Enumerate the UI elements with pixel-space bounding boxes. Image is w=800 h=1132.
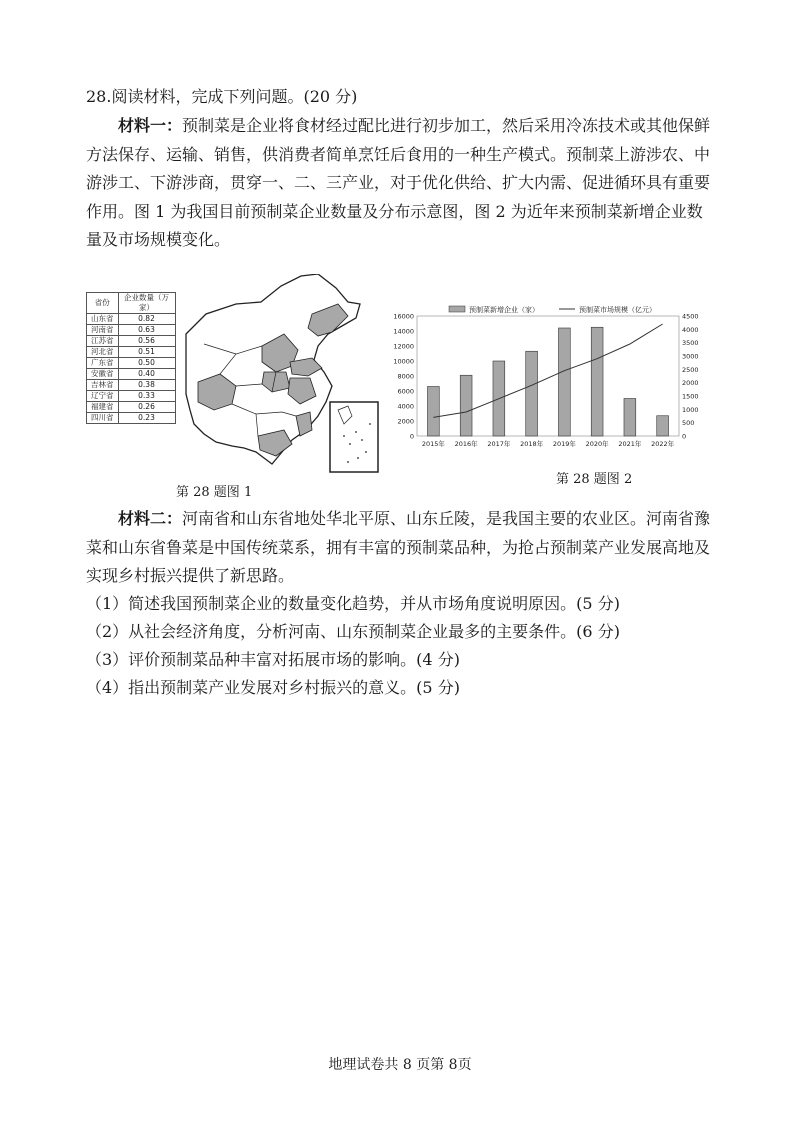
y-right-tick-label: 0 [682,432,687,441]
x-tick-label: 2021年 [618,440,642,448]
y-left-tick-label: 16000 [393,312,414,321]
table-row [87,314,176,325]
material-one-label: 材料一： [118,116,183,135]
bar [526,351,538,436]
page-footer: 地理试卷共 8 页第 8页 [328,1057,472,1073]
y-right-tick-label: 3000 [682,352,699,361]
y-right-tick-label: 2500 [682,365,699,374]
legend-bar-swatch [449,306,465,312]
y-right-tick-label: 1500 [682,392,699,401]
y-right-tick-label: 500 [682,419,695,428]
sub-question-3: （3）评价预制菜品种丰富对拓展市场的影响。(4 分) [86,650,460,669]
bar [558,328,570,436]
province-table [86,292,176,424]
sub-question-2: （2）从社会经济角度，分析河南、山东预制菜企业最多的主要条件。(6 分) [86,622,620,641]
table-row [87,358,176,369]
y-left-tick-label: 14000 [393,327,414,336]
legend-line-label: 预制菜市场规模（亿元） [579,306,656,314]
y-left-tick-label: 10000 [393,357,414,366]
south-china-sea-inset [330,402,378,472]
table-row [87,336,176,347]
plot-area [417,316,679,436]
province-name: 河北省 [87,347,119,358]
table-row [87,391,176,402]
x-tick-label: 2015年 [421,440,445,448]
figure-2-chart [383,298,713,463]
table-row [87,380,176,391]
enterprise-count: 0.51 [118,347,175,358]
sub-question-1: （1）简述我国预制菜企业的数量变化趋势，并从市场角度说明原因。(5 分) [86,594,620,613]
x-tick-label: 2016年 [454,440,478,448]
y-right-tick-label: 4000 [682,325,699,334]
bar [591,327,603,436]
x-tick-label: 2020年 [585,440,609,448]
enterprise-count: 0.40 [118,369,175,380]
bar [460,375,472,436]
enterprise-count: 0.50 [118,358,175,369]
figure-2-caption: 第 28 题图 2 [556,472,633,487]
province-name: 四川省 [87,413,119,424]
bar [427,387,439,437]
y-left-tick-label: 8000 [397,372,414,381]
y-right-tick-label: 3500 [682,339,699,348]
y-right-tick-label: 2000 [682,379,699,388]
x-tick-label: 2022年 [651,440,675,448]
enterprise-count: 0.33 [118,391,175,402]
enterprise-count: 0.63 [118,325,175,336]
enterprise-count: 0.38 [118,380,175,391]
province-name: 吉林省 [87,380,119,391]
province-name: 河南省 [87,325,119,336]
y-left-tick-label: 2000 [397,417,414,426]
y-left-tick-label: 12000 [393,342,414,351]
table-row [87,413,176,424]
y-left-tick-label: 0 [409,432,414,441]
table-row [87,369,176,380]
bar [657,416,669,436]
table-row [87,325,176,336]
material-two [86,505,716,591]
figure-1-caption: 第 28 题图 1 [176,485,253,500]
material-one [86,112,716,255]
enterprise-count: 0.23 [118,413,175,424]
sub-question-4: （4）指出预制菜产业发展对乡村振兴的意义。(5 分) [86,678,460,697]
enterprise-count: 0.26 [118,402,175,413]
question-title: 28.阅读材料，完成下列问题。(20 分) [86,87,358,106]
province-name: 广东省 [87,358,119,369]
table-header: 省份 [87,293,119,314]
province-name: 福建省 [87,402,119,413]
province-name: 江苏省 [87,336,119,347]
y-right-tick-label: 1000 [682,405,699,414]
enterprise-count: 0.56 [118,336,175,347]
material-one-text: 预制菜是企业将食材经过配比进行初步加工，然后采用冷冻技术或其他保鲜方法保存、运输、销售，供消费者简单烹饪后食用的一种生产模式。预制菜上游涉农、中游涉工、下游涉商，贯穿一、二、三产业，对于优化供给、扩大内需、促进循环具有重要作用。图 1 为我国目前预制菜企业数量及分布示意图，图 2 为近年来预制菜新增企业数量及市场规模变化。 [86,116,711,249]
table-header: 企业数量（万家） [118,293,175,314]
material-two-text: 河南省和山东省地处华北平原、山东丘陵，是我国主要的农业区。河南省豫菜和山东省鲁菜是中国传统菜系，拥有丰富的预制菜品种，为抢占预制菜产业发展高地及实现乡村振兴提供了新思路。 [86,509,711,585]
table-row [87,347,176,358]
x-tick-label: 2018年 [520,440,544,448]
y-right-tick-label: 4500 [682,312,699,321]
x-tick-label: 2017年 [487,440,511,448]
bar [624,399,636,437]
table-row [87,402,176,413]
province-name: 辽宁省 [87,391,119,402]
y-left-tick-label: 6000 [397,387,414,396]
x-tick-label: 2019年 [552,440,576,448]
legend-bar-label: 预制菜新增企业（家） [469,306,539,314]
enterprise-count: 0.82 [118,314,175,325]
province-name: 安徽省 [87,369,119,380]
y-left-tick-label: 4000 [397,402,414,411]
figure-1-map [86,274,386,474]
material-two-label: 材料二： [118,509,183,528]
province-name: 山东省 [87,314,119,325]
